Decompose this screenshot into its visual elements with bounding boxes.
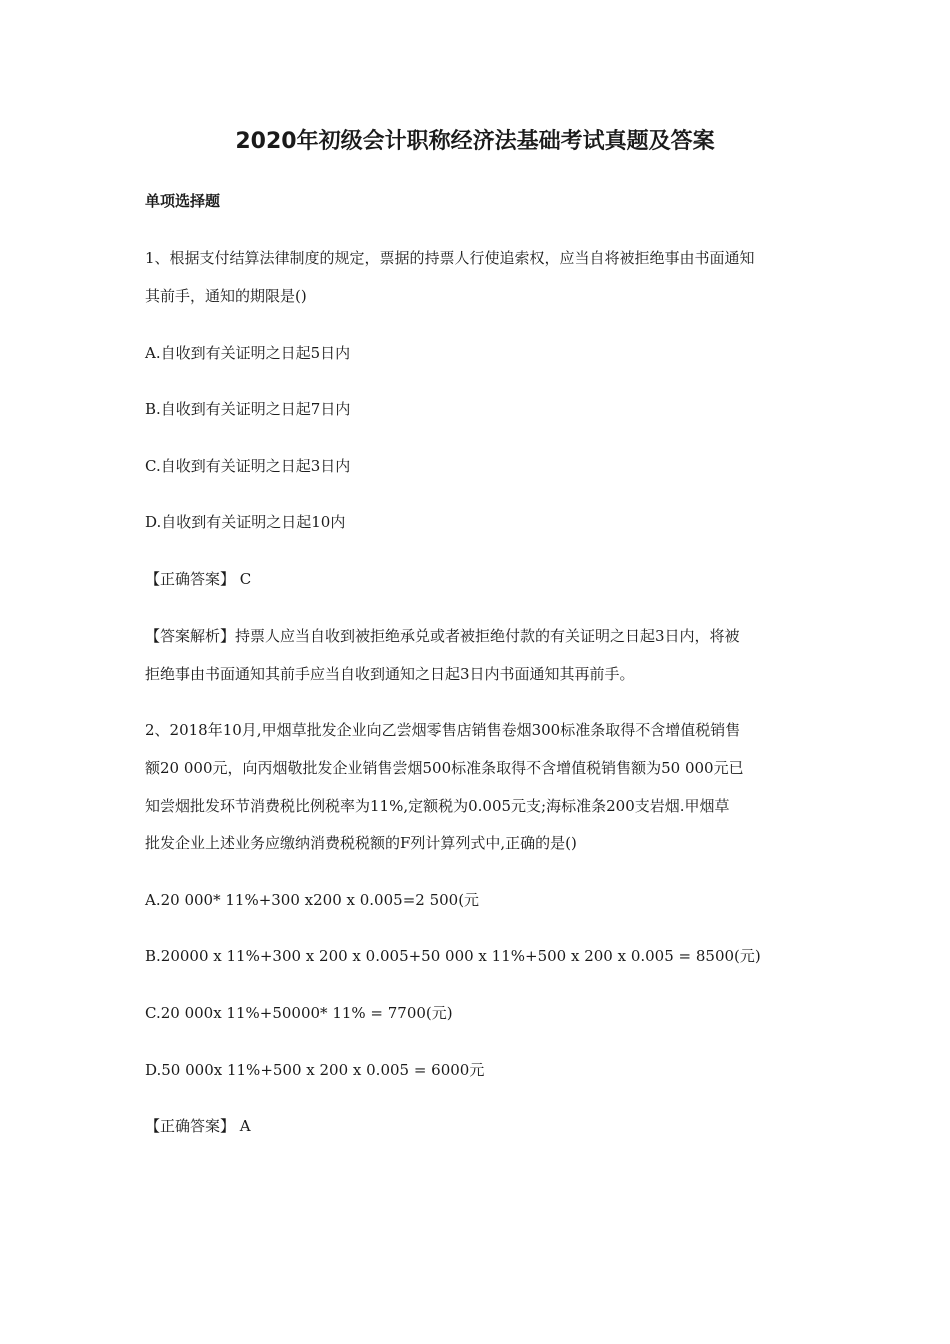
q2-option-c: C.20 000x 11%+50000* 11% = 7700(元) xyxy=(145,1004,453,1022)
q2-stem-line-1: 2、2018年10月,甲烟草批发企业向乙尝烟零售店销售卷烟300标准条取得不含增值税销售 xyxy=(145,721,741,739)
q2-option-b: B.20000 x 11%+300 x 200 x 0.005+50 000 x 11%+500 x 200 x 0.005 = 8500(元) xyxy=(145,947,761,965)
q2-option-a: A.20 000* 11%+300 x200 x 0.005=2 500(元 xyxy=(145,891,480,909)
q1-stem-line-1: 1、根据支付结算法律制度的规定，票据的持票人行使追索权，应当自将被拒绝事由书面通知 xyxy=(145,249,755,267)
q2-option-d: D.50 000x 11%+500 x 200 x 0.005 = 6000元 xyxy=(145,1061,485,1079)
q1-analysis-line-2: 拒绝事由书面通知其前手应当自收到通知之日起3日内书面通知其再前手。 xyxy=(145,665,635,683)
q2-stem-line-2: 额20 000元，向丙烟敬批发企业销售尝烟500标准条取得不含增值税销售额为50 000元已 xyxy=(145,759,744,777)
q1-correct-answer: 【正确答案】 C xyxy=(145,570,252,588)
q1-option-c: C.自收到有关证明之日起3日内 xyxy=(145,457,351,475)
q2-stem-line-4: 批发企业上述业务应缴纳消费税税额的F列计算列式中,正确的是() xyxy=(145,834,577,852)
q2-correct-answer: 【正确答案】 A xyxy=(145,1117,251,1135)
section-heading: 单项选择题 xyxy=(145,192,221,210)
q1-option-a: A.自收到有关证明之日起5日内 xyxy=(145,344,351,362)
q1-stem-line-2: 其前手，通知的期限是() xyxy=(145,287,307,305)
q2-stem-line-3: 知尝烟批发环节消费税比例税率为11%,定额税为0.005元支;海标准条200支岩烟.甲烟草 xyxy=(145,797,730,815)
document-title: 2020年初级会计职称经济法基础考试真题及答案 xyxy=(235,129,715,154)
q1-option-b: B.自收到有关证明之日起7日内 xyxy=(145,400,351,418)
q1-option-d: D.自收到有关证明之日起10内 xyxy=(145,513,346,531)
q1-analysis-line-1: 【答案解析】持票人应当自收到被拒绝承兑或者被拒绝付款的有关证明之日起3日内，将被 xyxy=(145,627,740,645)
